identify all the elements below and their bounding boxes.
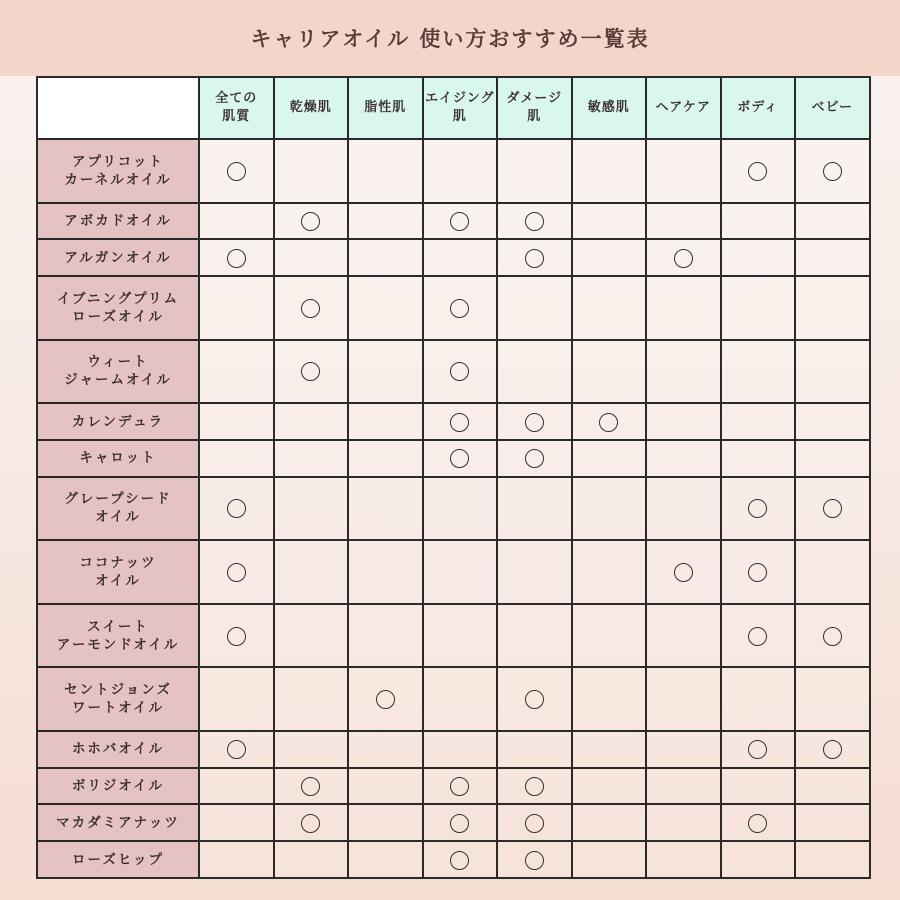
row-header: マカダミアナッツ: [37, 804, 199, 841]
table-row: [37, 540, 870, 604]
table-cell: [572, 841, 647, 878]
circle-mark-icon: [525, 249, 544, 268]
circle-mark-icon: [450, 212, 469, 231]
table-cell: [199, 340, 274, 404]
table-cell: [646, 667, 721, 731]
table-cell: [199, 239, 274, 276]
table-cell: [348, 477, 423, 541]
row-header: グレープシード オイル: [37, 477, 199, 541]
table-cell: [423, 239, 498, 276]
circle-mark-icon: [227, 627, 246, 646]
table-cell: [274, 340, 349, 404]
table-cell: [795, 340, 870, 404]
table-row: [37, 203, 870, 240]
table-cell: [795, 768, 870, 805]
title-band: [0, 0, 900, 76]
circle-mark-icon: [599, 413, 618, 432]
circle-mark-icon: [823, 627, 842, 646]
table-cell: [348, 804, 423, 841]
table-row: [37, 667, 870, 731]
table-cell: [423, 440, 498, 477]
table-cell: [348, 768, 423, 805]
circle-mark-icon: [227, 162, 246, 181]
table-cell: [646, 804, 721, 841]
table-cell: [423, 139, 498, 203]
table-cell: [348, 440, 423, 477]
table-cell: [721, 667, 796, 731]
circle-mark-icon: [450, 449, 469, 468]
table-cell: [795, 841, 870, 878]
table-cell: [274, 139, 349, 203]
table-cell: [795, 731, 870, 768]
circle-mark-icon: [450, 777, 469, 796]
table-cell: [721, 276, 796, 340]
circle-mark-icon: [748, 499, 767, 518]
table-cell: [795, 403, 870, 440]
row-header: ウィート ジャームオイル: [37, 340, 199, 404]
table-cell: [199, 604, 274, 668]
table-cell: [274, 604, 349, 668]
table-row: [37, 604, 870, 668]
table-cell: [199, 768, 274, 805]
circle-mark-icon: [748, 162, 767, 181]
table-cell: [572, 604, 647, 668]
circle-mark-icon: [525, 212, 544, 231]
circle-mark-icon: [450, 362, 469, 381]
table-cell: [646, 540, 721, 604]
circle-mark-icon: [301, 362, 320, 381]
table-cell: [274, 804, 349, 841]
table-row: [37, 768, 870, 805]
table-cell: [423, 667, 498, 731]
table-cell: [721, 403, 796, 440]
circle-mark-icon: [301, 212, 320, 231]
table-cell: [646, 604, 721, 668]
table-cell: [274, 841, 349, 878]
table-cell: [646, 768, 721, 805]
circle-mark-icon: [748, 740, 767, 759]
table-cell: [348, 731, 423, 768]
table-cell: [795, 239, 870, 276]
table-row: [37, 139, 870, 203]
table-cell: [572, 276, 647, 340]
table-cell: [646, 403, 721, 440]
header-row: [37, 77, 870, 139]
table-cell: [497, 340, 572, 404]
table-cell: [721, 540, 796, 604]
column-header: 脂性肌: [348, 77, 423, 139]
table-row: [37, 403, 870, 440]
table-cell: [497, 203, 572, 240]
table-cell: [274, 731, 349, 768]
table-cell: [348, 340, 423, 404]
table-row: [37, 731, 870, 768]
table-cell: [795, 667, 870, 731]
circle-mark-icon: [674, 563, 693, 582]
table-cell: [497, 276, 572, 340]
table-cell: [274, 440, 349, 477]
table-cell: [348, 276, 423, 340]
row-header: ココナッツ オイル: [37, 540, 199, 604]
table-cell: [423, 804, 498, 841]
table-cell: [572, 667, 647, 731]
column-header: エイジング 肌: [423, 77, 498, 139]
table-row: [37, 276, 870, 340]
table-cell: [572, 440, 647, 477]
row-header: イブニングプリム ローズオイル: [37, 276, 199, 340]
table-cell: [795, 276, 870, 340]
table-cell: [646, 440, 721, 477]
row-header: アルガンオイル: [37, 239, 199, 276]
table-cell: [572, 203, 647, 240]
circle-mark-icon: [227, 249, 246, 268]
circle-mark-icon: [227, 499, 246, 518]
circle-mark-icon: [450, 851, 469, 870]
table-cell: [423, 604, 498, 668]
table-cell: [274, 667, 349, 731]
table-cell: [497, 403, 572, 440]
table-cell: [497, 667, 572, 731]
table-cell: [646, 841, 721, 878]
table-cell: [572, 403, 647, 440]
table-cell: [423, 540, 498, 604]
table-cell: [721, 768, 796, 805]
table-row: [37, 440, 870, 477]
table-cell: [572, 804, 647, 841]
table-cell: [199, 139, 274, 203]
table-cell: [199, 667, 274, 731]
table-cell: [497, 604, 572, 668]
column-header: ダメージ 肌: [497, 77, 572, 139]
row-header: ボリジオイル: [37, 768, 199, 805]
table-cell: [721, 804, 796, 841]
circle-mark-icon: [301, 777, 320, 796]
table-cell: [646, 139, 721, 203]
table-cell: [721, 203, 796, 240]
circle-mark-icon: [525, 449, 544, 468]
table-row: [37, 841, 870, 878]
circle-mark-icon: [823, 740, 842, 759]
table-cell: [199, 276, 274, 340]
circle-mark-icon: [301, 299, 320, 318]
table-cell: [199, 731, 274, 768]
table-cell: [497, 841, 572, 878]
table-cell: [423, 340, 498, 404]
table-cell: [423, 203, 498, 240]
column-header: 乾燥肌: [274, 77, 349, 139]
circle-mark-icon: [748, 563, 767, 582]
table-cell: [274, 203, 349, 240]
circle-mark-icon: [301, 814, 320, 833]
column-header: ベビー: [795, 77, 870, 139]
table-cell: [348, 139, 423, 203]
corner-cell: [37, 77, 199, 139]
circle-mark-icon: [227, 563, 246, 582]
table-cell: [646, 239, 721, 276]
table-cell: [572, 540, 647, 604]
circle-mark-icon: [450, 814, 469, 833]
table-cell: [348, 403, 423, 440]
row-header: カレンデュラ: [37, 403, 199, 440]
table-cell: [795, 604, 870, 668]
table-cell: [646, 203, 721, 240]
circle-mark-icon: [525, 690, 544, 709]
table-cell: [497, 804, 572, 841]
table-cell: [348, 841, 423, 878]
circle-mark-icon: [227, 740, 246, 759]
circle-mark-icon: [525, 413, 544, 432]
table-cell: [646, 340, 721, 404]
table-cell: [497, 139, 572, 203]
table-cell: [795, 139, 870, 203]
table-cell: [274, 540, 349, 604]
table-cell: [199, 203, 274, 240]
circle-mark-icon: [748, 627, 767, 646]
circle-mark-icon: [525, 777, 544, 796]
table-cell: [199, 540, 274, 604]
circle-mark-icon: [450, 413, 469, 432]
table-cell: [348, 667, 423, 731]
table-cell: [721, 139, 796, 203]
table-cell: [721, 340, 796, 404]
table-cell: [274, 276, 349, 340]
column-header: 敏感肌: [572, 77, 647, 139]
row-header: ローズヒップ: [37, 841, 199, 878]
row-header: スイート アーモンドオイル: [37, 604, 199, 668]
table-cell: [497, 731, 572, 768]
table-cell: [572, 239, 647, 276]
table-cell: [423, 477, 498, 541]
table-cell: [274, 477, 349, 541]
column-header: 全ての 肌質: [199, 77, 274, 139]
table-row: [37, 340, 870, 404]
table-cell: [497, 477, 572, 541]
circle-mark-icon: [525, 814, 544, 833]
table-cell: [721, 604, 796, 668]
table-cell: [572, 768, 647, 805]
table-cell: [721, 841, 796, 878]
table-body: [37, 139, 870, 878]
table-cell: [423, 731, 498, 768]
table-cell: [348, 540, 423, 604]
table-cell: [795, 540, 870, 604]
table-cell: [274, 768, 349, 805]
table-cell: [795, 477, 870, 541]
table-cell: [497, 239, 572, 276]
table-cell: [646, 477, 721, 541]
table-cell: [199, 440, 274, 477]
page-title: キャリアオイル 使い方おすすめ一覧表: [250, 27, 650, 51]
table-cell: [497, 768, 572, 805]
circle-mark-icon: [525, 851, 544, 870]
table-cell: [274, 239, 349, 276]
carrier-oil-table: [36, 76, 871, 879]
circle-mark-icon: [376, 690, 395, 709]
table-cell: [721, 239, 796, 276]
table-cell: [572, 731, 647, 768]
table-cell: [795, 203, 870, 240]
circle-mark-icon: [748, 814, 767, 833]
table-cell: [572, 477, 647, 541]
row-header: アボカドオイル: [37, 203, 199, 240]
table-cell: [497, 440, 572, 477]
column-header: ボディ: [721, 77, 796, 139]
table-cell: [423, 403, 498, 440]
row-header: キャロット: [37, 440, 199, 477]
table-cell: [348, 604, 423, 668]
row-header: セントジョンズ ワートオイル: [37, 667, 199, 731]
table-row: [37, 239, 870, 276]
table-cell: [646, 731, 721, 768]
circle-mark-icon: [823, 499, 842, 518]
table-cell: [572, 340, 647, 404]
table-cell: [721, 440, 796, 477]
table-cell: [199, 841, 274, 878]
table-cell: [795, 804, 870, 841]
table-cell: [795, 440, 870, 477]
table-cell: [199, 477, 274, 541]
table-cell: [274, 403, 349, 440]
row-header: ホホバオイル: [37, 731, 199, 768]
table-cell: [423, 768, 498, 805]
circle-mark-icon: [823, 162, 842, 181]
table-cell: [721, 731, 796, 768]
column-header: ヘアケア: [646, 77, 721, 139]
circle-mark-icon: [674, 249, 693, 268]
row-header: アプリコット カーネルオイル: [37, 139, 199, 203]
table-cell: [646, 276, 721, 340]
table-cell: [721, 477, 796, 541]
table-cell: [199, 403, 274, 440]
table-cell: [423, 276, 498, 340]
table-row: [37, 477, 870, 541]
table-cell: [572, 139, 647, 203]
table-cell: [497, 540, 572, 604]
table-cell: [348, 203, 423, 240]
table-cell: [423, 841, 498, 878]
circle-mark-icon: [450, 299, 469, 318]
table-row: [37, 804, 870, 841]
table-cell: [348, 239, 423, 276]
table-cell: [199, 804, 274, 841]
